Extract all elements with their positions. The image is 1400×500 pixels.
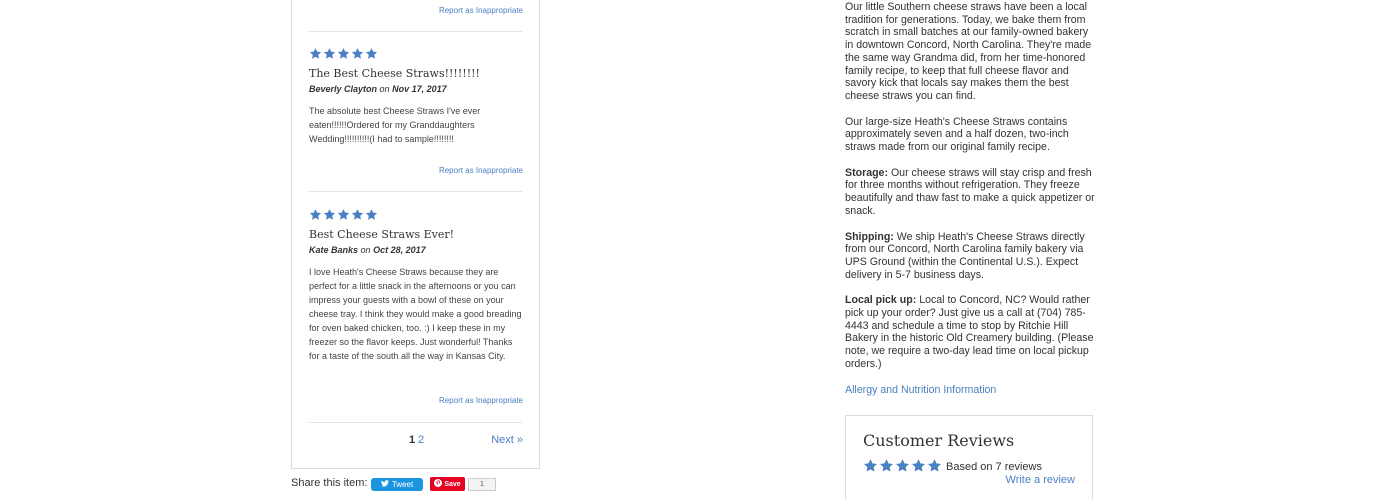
storage-label: Storage: — [845, 166, 888, 179]
star-icon — [337, 208, 350, 221]
report-inappropriate-link[interactable]: Report as Inappropriate — [438, 396, 523, 405]
star-icon — [309, 47, 322, 60]
review-title: The Best Cheese Straws!!!!!!!! — [309, 67, 480, 80]
star-icon — [863, 458, 878, 473]
review-body: The absolute best Cheese Straws I've ever eaten!!!!!!Ordered for my Granddaughters Wedding!!!!!!!!!!(I had to sample!!!!!!!! — [309, 106, 481, 144]
star-icon — [895, 458, 910, 473]
star-icon — [337, 47, 350, 60]
pin-count: 1 — [468, 478, 496, 491]
pinterest-save-button[interactable] — [430, 477, 465, 491]
review-author: Kate Banks — [309, 245, 359, 255]
customer-reviews-title: Customer Reviews — [863, 431, 1015, 450]
description-size: Our large-size Heath's Cheese Straws contains approximately seven and a half dozen, two-inch straws made from our original family recipe. — [845, 115, 1069, 154]
next-page-link[interactable]: Next » — [491, 434, 523, 446]
review-rating — [309, 47, 378, 60]
description-pickup — [845, 294, 1095, 370]
divider — [309, 191, 522, 192]
review-rating — [309, 208, 378, 221]
divider — [309, 31, 522, 32]
description-intro: Our little Southern cheese straws have been a local tradition for generations. Today, we bake them from scratch in small batches at our family-owned bakery in downtown Concord, North Carolina. They're made the same way Grandma did, from her time-honored family recipe, to keep that full cheese flavor and savory kick that locals say makes them the best cheese straws you can find. — [845, 1, 1092, 102]
star-icon — [323, 208, 336, 221]
star-icon — [879, 458, 894, 473]
description-storage — [845, 167, 1095, 218]
star-icon — [365, 208, 378, 221]
allergy-nutrition-link[interactable]: Allergy and Nutrition Information — [845, 383, 997, 396]
report-inappropriate-link[interactable]: Report as Inappropriate — [438, 166, 523, 175]
star-icon — [911, 458, 926, 473]
review-date: Oct 28, 2017 — [373, 245, 426, 255]
review-author: Beverly Clayton — [309, 84, 378, 94]
review-meta — [309, 245, 426, 255]
star-icon — [365, 47, 378, 60]
pickup-label: Local pick up: — [845, 294, 917, 307]
shipping-text: We ship Heath's Cheese Straws directly from our Concord, North Carolina family bakery via UPS Ground (within the Continental U.S.). Expect delivery in 5-7 business days. — [845, 230, 1085, 281]
review-on: on — [360, 245, 371, 255]
twitter-bird-icon — [381, 480, 389, 489]
save-label: Save — [444, 480, 461, 488]
write-review-link[interactable]: Write a review — [1005, 474, 1075, 486]
review-meta — [309, 84, 447, 94]
storage-text: Our cheese straws will stay crisp and fresh for three months without refrigeration. They freeze beautifully and thaw fast to make a quick appetizer or snack. — [845, 166, 1095, 217]
reviews-panel — [291, 0, 540, 469]
customer-reviews-summary — [845, 415, 1093, 500]
page-2-link[interactable]: 2 — [418, 434, 425, 446]
page-current: 1 — [409, 434, 416, 446]
review-title: Best Cheese Straws Ever! — [309, 228, 455, 241]
tweet-button[interactable] — [371, 478, 423, 491]
report-inappropriate-link[interactable]: Report as Inappropriate — [438, 6, 523, 15]
shipping-label: Shipping: — [845, 230, 894, 243]
average-rating — [863, 458, 942, 473]
star-icon — [309, 208, 322, 221]
star-icon — [351, 208, 364, 221]
review-body: I love Heath's Cheese Straws because they are perfect for a little snack in the afternoons or you can impress your guests with a bowl of these on your cheese tray. I think they would make a good breading for oven baked chicken, too. :) I keep these in my freezer so the flavor keeps. Just wonderful! Thanks for a taste of the south all the way in Kansas City. — [309, 267, 522, 361]
based-on-count: Based on 7 reviews — [946, 461, 1042, 473]
star-icon — [927, 458, 942, 473]
review-date: Nov 17, 2017 — [392, 84, 447, 94]
share-label: Share this item: — [291, 477, 368, 489]
description-shipping — [845, 231, 1095, 282]
tweet-label: Tweet — [391, 480, 414, 489]
pinterest-icon — [434, 479, 442, 489]
pickup-text: Local to Concord, NC? Would rather pick up your order? Just give us a call at (704) 785-4443 and schedule a time to stop by Ritchie Hill Bakery in the historic Old Creamery building. (Please note, we require a two-day lead time on local pickup orders.) — [845, 294, 1094, 370]
pagination — [292, 434, 541, 450]
review-on: on — [379, 84, 390, 94]
product-description — [845, 1, 1095, 396]
star-icon — [351, 47, 364, 60]
star-icon — [323, 47, 336, 60]
divider — [309, 422, 522, 423]
